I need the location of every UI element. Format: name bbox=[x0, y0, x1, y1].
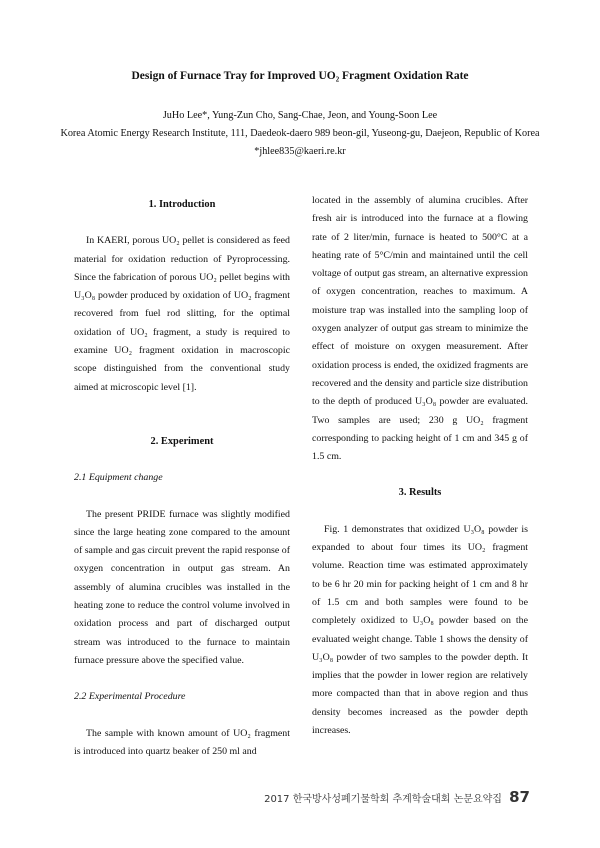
right-column bbox=[312, 192, 528, 740]
page-number: 87 bbox=[509, 788, 530, 806]
results-text: Fig. 1 demonstrates that oxidized U₃O₈ powder is expanded to about four times its UO₂ fragment volume. Reaction time was estimated approximately to be 6 hr 20 min for packing height of 1 cm and 8 hr of 1.5 cm and both samples were found to be completely oxidized to U₃O₈ powder based on the evaluated weight change. Table 1 shows the density of U₃O₈ powder of two samples to the powder depth. It implies that the powder in lower region are relatively more compacted than that in above region and thus density becomes increased as the powder depth increases. bbox=[312, 523, 528, 737]
left-column bbox=[74, 196, 290, 761]
equipment-change-text: The present PRIDE furnace was slightly modified since the large heating zone compared to the amount of sample and gas circuit prevent the rapid response of oxygen concentration in output gas stream. An assembly of alumina crucibles was installed in the heating zone to reduce the control volume involved in oxidation process and part of discharged output stream was introduced to the furnace to maintain furnace pressure above the specified value. bbox=[74, 508, 290, 666]
results-heading: 3. Results bbox=[398, 487, 442, 499]
introduction-text: In KAERI, porous UO₂ pellet is considered as feed material for oxidation reduction of Pyroprocessing. Since the fabrication of porous UO₂ pellet begins with U₃O₈ powder produced by oxidation of UO₂ fragment recovered from fuel rod slitting, for the optimal oxidation of UO₂ fragment, a study is required to examine UO₂ fragment oxidation in macroscopic scope distinguished from the conventional study aimed at microscopic level [1]. bbox=[74, 235, 290, 393]
author-list: JuHo Lee*, Yung-Zun Cho, Sang-Chae, Jeon, and Young-Soon Lee bbox=[162, 110, 438, 121]
footer-proceedings-title: 2017 한국방사성폐기물학회 추계학술대회 논문요약집 bbox=[264, 794, 502, 805]
introduction-heading: 1. Introduction bbox=[148, 199, 216, 210]
experimental-procedure-heading: 2.2 Experimental Procedure bbox=[74, 691, 186, 703]
page-footer bbox=[264, 788, 530, 806]
paper-title: Design of Furnace Tray for Improved UO₂ Fragment Oxidation Rate bbox=[131, 70, 469, 82]
experimental-procedure-text-continued: located in the assembly of alumina crucibles. After fresh air is introduced into the furnace at a flowing rate of 2 liter/min, furnace is heated to 500°C at a heating rate of 5°C/min and maintained until the cell voltage of output gas stream, an alternative expression of oxygen concentration, reaches to maximum. A moisture trap was installed into the sampling loop of oxygen analyzer of output gas stream to minimize the effect of moisture on oxygen measurement. After oxidation process is ended, the oxidized fragments are recovered and the density and particle size distribution to the depth of produced U₃O₈ powder are evaluated. Two samples are used; 230 g UO₂ fragment corresponding to packing height of 1 cm and 345 g of 1.5 cm. bbox=[312, 195, 528, 463]
equipment-change-heading: 2.1 Equipment change bbox=[74, 472, 163, 484]
contact-email: *jhlee835@kaeri.re.kr bbox=[254, 146, 346, 157]
experimental-procedure-text-start: The sample with known amount of UO₂ fragment is introduced into quartz beaker of 250 ml and bbox=[74, 727, 290, 757]
affiliation: Korea Atomic Energy Research Institute, 111, Daedeok-daero 989 beon-gil, Yuseong-gu, Daejeon, Republic of Korea bbox=[60, 128, 540, 139]
experiment-heading: 2. Experiment bbox=[150, 435, 214, 447]
